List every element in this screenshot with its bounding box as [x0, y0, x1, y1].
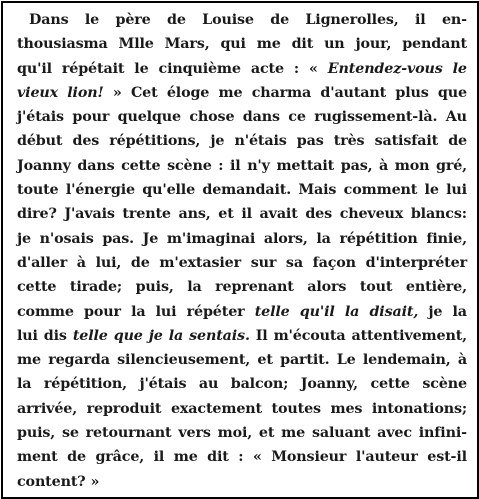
word: Mais: [298, 182, 337, 199]
text-line: [17, 445, 467, 469]
word: alors,: [263, 230, 308, 247]
word: me: [256, 36, 281, 53]
word: chose: [189, 109, 235, 126]
word: satisfait: [374, 133, 439, 150]
word: alors: [307, 279, 347, 296]
word: gré,: [435, 157, 467, 174]
word: Mars,: [164, 36, 210, 53]
word: et: [218, 206, 234, 223]
word: :: [238, 449, 244, 466]
word: ment: [17, 449, 58, 466]
word: à: [76, 254, 86, 271]
word: me: [218, 84, 243, 101]
word: »: [112, 84, 122, 101]
italic-word: je: [148, 327, 163, 344]
word: dit: [291, 36, 314, 53]
text-paragraph: [17, 8, 467, 494]
word: père: [115, 12, 151, 28]
word: sur: [250, 254, 277, 271]
word: façon: [312, 254, 356, 271]
word: qu'elle: [142, 182, 196, 199]
word: il: [241, 206, 252, 223]
word: répéter: [186, 303, 245, 320]
word: début: [17, 133, 63, 150]
word: comment: [343, 182, 418, 199]
text-line: [17, 397, 467, 421]
word: saluant: [311, 425, 371, 442]
word: éloge: [166, 84, 210, 101]
italic-word: la: [344, 303, 360, 320]
word: que: [437, 84, 467, 101]
word: dire?: [17, 206, 57, 223]
italic-word: qu'il: [299, 303, 335, 320]
italic-word: disait,: [369, 303, 419, 320]
word: le: [84, 12, 100, 28]
word: des: [305, 206, 333, 223]
word: je: [428, 303, 443, 320]
word: reproduit: [86, 400, 162, 417]
word: sa: [285, 254, 303, 271]
word: dit: [207, 449, 229, 466]
italic-word: vieux: [17, 84, 59, 101]
word: qui: [220, 36, 246, 53]
word: puis,: [135, 279, 174, 296]
word: de: [130, 254, 150, 271]
word: n'étais: [234, 133, 287, 150]
word: l'énergie: [65, 182, 135, 199]
page-frame: [1, 1, 479, 499]
word: en-: [441, 12, 467, 28]
italic-word: la: [168, 327, 184, 344]
word: pour: [84, 303, 121, 320]
italic-word: le: [452, 60, 467, 77]
word: qu'il: [17, 60, 52, 77]
text-line: [17, 154, 467, 178]
word: regarda: [48, 352, 110, 369]
word: la: [131, 303, 146, 320]
text-line: [17, 227, 467, 251]
text-line: [17, 129, 467, 153]
word: il: [153, 449, 165, 466]
word: j'étais: [139, 376, 187, 393]
word: :: [218, 157, 224, 174]
word: la: [452, 303, 467, 320]
word: scène: [167, 157, 212, 174]
word: m'imaginai: [166, 230, 256, 247]
word: est-il: [427, 449, 467, 466]
word: se: [61, 425, 79, 442]
word: mettait: [276, 157, 335, 174]
text-line: [17, 300, 467, 324]
word: dans: [242, 109, 280, 126]
text-line: [17, 324, 467, 348]
word: blancs:: [410, 206, 467, 223]
word: répétition: [339, 230, 418, 247]
word: me: [173, 449, 198, 466]
word: au: [198, 376, 219, 393]
word: finie,: [426, 230, 467, 247]
word: puis,: [17, 425, 56, 442]
word: n'osais: [39, 230, 94, 247]
word: l'auteur: [355, 449, 418, 466]
word: à: [457, 352, 467, 369]
word: le: [424, 182, 439, 199]
word: toutes: [271, 400, 321, 417]
word: Joanny: [17, 157, 71, 174]
text-line: [17, 421, 467, 445]
text-line: [17, 32, 467, 56]
word: tirade;: [69, 279, 123, 296]
word: répétait: [61, 60, 125, 77]
italic-word: que: [113, 327, 143, 344]
text-line: [17, 57, 467, 81]
word: infini-: [418, 425, 467, 442]
word: moi,: [217, 425, 253, 442]
word: n'y: [247, 157, 270, 174]
word: thousiasma: [17, 36, 108, 53]
word: Joanny,: [300, 376, 358, 393]
word: entière,: [405, 279, 467, 296]
word: comme: [17, 303, 74, 320]
word: «: [309, 60, 318, 77]
word: m'écouta: [273, 327, 346, 344]
word: Cet: [130, 84, 158, 101]
word: un: [324, 36, 345, 53]
word: tout: [359, 279, 393, 296]
word: avait: [259, 206, 298, 223]
word: dans: [77, 157, 115, 174]
word: et: [258, 425, 275, 442]
word: lendemain,: [362, 352, 451, 369]
word: retournant: [85, 425, 172, 442]
word: je: [210, 133, 225, 150]
word: acte: [250, 60, 284, 77]
word: lui: [446, 182, 467, 199]
word: le: [134, 60, 149, 77]
text-line: [17, 81, 467, 105]
word: plus: [395, 84, 429, 101]
word: mon: [394, 157, 430, 174]
text-line: [17, 202, 467, 226]
word: Louise: [202, 12, 254, 28]
word: Dans: [29, 12, 69, 28]
word: il: [415, 12, 426, 28]
word: cheveux: [339, 206, 404, 223]
text-line: [17, 8, 467, 32]
word: répétition,: [43, 376, 127, 393]
text-line: [17, 470, 467, 494]
word: Monsieur: [271, 449, 347, 466]
word: de: [270, 12, 290, 28]
text-line: [17, 105, 467, 129]
word: grâce,: [95, 449, 145, 466]
text-line: [17, 251, 467, 275]
word: partit.: [280, 352, 330, 369]
word: pour: [72, 109, 110, 126]
word: mes: [330, 400, 363, 417]
word: quelque: [117, 109, 181, 126]
word: vers: [178, 425, 211, 442]
word: très: [333, 133, 365, 150]
word: la: [17, 376, 32, 393]
word: :: [293, 60, 300, 77]
word: il: [230, 157, 241, 174]
word: J'avais: [64, 206, 115, 223]
word: des: [72, 133, 100, 150]
word: répétitions,: [109, 133, 201, 150]
word: lui: [155, 303, 177, 320]
word: Je: [142, 230, 159, 247]
text-line: [17, 275, 467, 299]
word: pas: [296, 133, 324, 150]
text-line: [17, 178, 467, 202]
word: reprenant: [215, 279, 294, 296]
word: pendant: [402, 36, 467, 53]
word: pas.: [102, 230, 135, 247]
word: «: [252, 449, 262, 466]
text-line: [17, 372, 467, 396]
italic-word: sentais.: [189, 327, 250, 344]
italic-word: Entendez-vous: [327, 60, 443, 77]
word: de: [448, 133, 467, 150]
word: cette: [370, 376, 410, 393]
word: trente: [122, 206, 171, 223]
word: Le: [336, 352, 356, 369]
word: pas,: [340, 157, 373, 174]
word: charma: [251, 84, 312, 101]
word: ans,: [178, 206, 211, 223]
word: me: [17, 352, 41, 369]
word: dis: [43, 327, 67, 344]
word: »: [90, 473, 100, 490]
word: rugissement-là.: [314, 109, 438, 126]
word: Au: [445, 109, 467, 126]
word: d'interpréter: [365, 254, 467, 271]
word: Lignerolles,: [305, 12, 399, 28]
word: content?: [17, 473, 86, 490]
word: ce: [288, 109, 306, 126]
word: je: [17, 230, 31, 247]
word: intonations;: [371, 400, 467, 417]
word: scène: [422, 376, 467, 393]
word: d'autant: [320, 84, 387, 101]
word: exactement: [170, 400, 262, 417]
word: silencieusement,: [117, 352, 251, 369]
word: avec: [377, 425, 412, 442]
word: lui: [17, 327, 38, 344]
word: et: [257, 352, 273, 369]
word: Il: [255, 327, 268, 344]
text-line: [17, 348, 467, 372]
word: de: [167, 12, 186, 28]
italic-word: telle: [254, 303, 290, 320]
word: balcon;: [230, 376, 289, 393]
word: arrivée,: [17, 400, 78, 417]
italic-word: lion!: [67, 84, 104, 101]
word: la: [187, 279, 202, 296]
word: d'aller: [17, 254, 68, 271]
word: à: [379, 157, 389, 174]
word: la: [316, 230, 331, 247]
word: m'extasier: [159, 254, 242, 271]
word: cette: [17, 279, 57, 296]
word: cinquième: [158, 60, 241, 77]
word: attentivement,: [351, 327, 467, 344]
word: jour,: [355, 36, 392, 53]
italic-word: telle: [72, 327, 108, 344]
word: toute: [17, 182, 59, 199]
word: Mlle: [118, 36, 154, 53]
word: me: [281, 425, 306, 442]
word: demandait.: [202, 182, 292, 199]
word: cette: [121, 157, 161, 174]
word: de: [67, 449, 86, 466]
word: lui,: [95, 254, 122, 271]
word: j'étais: [17, 109, 64, 126]
